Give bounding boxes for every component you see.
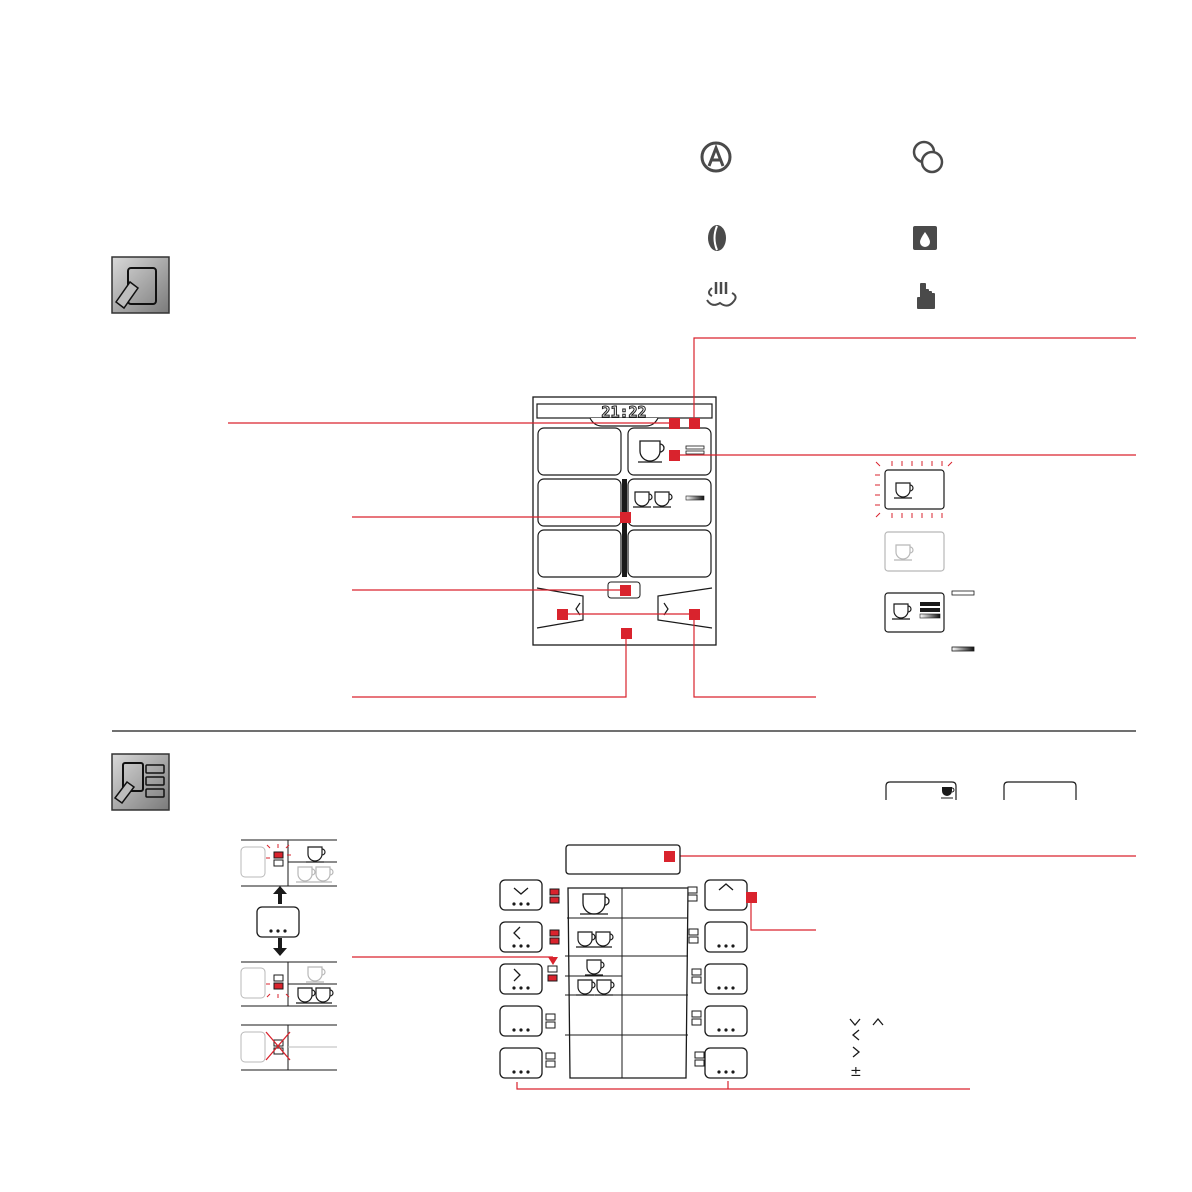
clock-readout: 21:22 xyxy=(601,403,647,421)
arrow-key-legend xyxy=(850,1019,883,1057)
left-key-column[interactable] xyxy=(500,880,542,1078)
touch-panel-button-icon xyxy=(112,257,169,313)
key-example-cup xyxy=(886,782,956,800)
button-panel-icon xyxy=(112,754,169,810)
indicator-sequence xyxy=(241,840,337,1070)
key-example-empty xyxy=(1004,782,1076,800)
tile-disabled-example xyxy=(885,532,944,571)
steam-icon xyxy=(707,282,736,306)
touch-hand-icon xyxy=(918,284,934,308)
tile-strength-example xyxy=(885,591,974,651)
auto-a-icon xyxy=(702,143,730,171)
callout-marker xyxy=(746,892,757,903)
double-circle-icon xyxy=(914,142,942,172)
right-key-column[interactable] xyxy=(705,880,747,1078)
left-chevron-icon xyxy=(853,1030,859,1040)
down-chevron-icon xyxy=(850,1019,860,1025)
strength-bar xyxy=(686,496,704,500)
tile-selected-example xyxy=(875,461,952,518)
right-chevron-icon xyxy=(853,1047,859,1057)
right-indicators xyxy=(688,887,704,1066)
plus-minus-symbol: ± xyxy=(850,1064,862,1080)
water-tank-icon xyxy=(913,226,937,250)
coffee-bean-icon xyxy=(708,225,726,251)
up-chevron-icon xyxy=(873,1019,883,1025)
button-panel-display xyxy=(566,845,680,874)
left-indicators xyxy=(546,889,559,1067)
